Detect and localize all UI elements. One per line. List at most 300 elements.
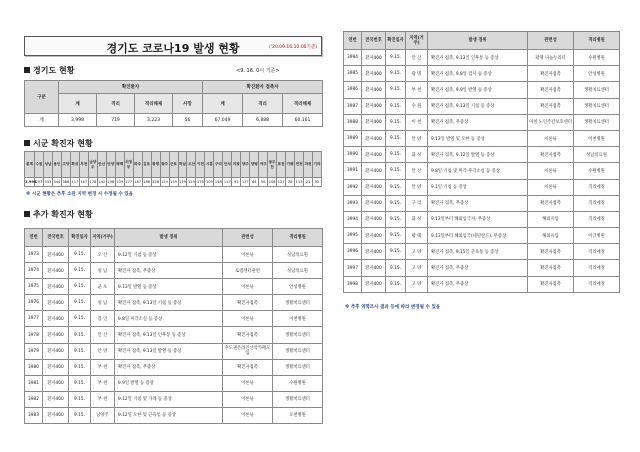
section-gyeonggi-label: 경기도 현황 bbox=[33, 66, 75, 75]
city-header-cell: 수원 bbox=[35, 152, 44, 178]
city-header-cell: 파주 bbox=[133, 152, 142, 178]
contacts-group-header: 확진환자 접촉자 bbox=[203, 81, 323, 94]
table-row bbox=[344, 244, 620, 260]
case-cell: 9.15. bbox=[386, 147, 406, 163]
case-cell: 생활치료센터 bbox=[574, 82, 620, 98]
status-value-cell: 60,161 bbox=[283, 114, 323, 127]
case-column-header: 연번 bbox=[344, 32, 362, 50]
case-cell: 9.15. bbox=[386, 114, 406, 130]
case-cell: 확진자접촉 bbox=[528, 98, 574, 114]
case-cell: 이론류 bbox=[223, 311, 273, 327]
status-value-cell: 3,223 bbox=[135, 114, 173, 127]
city-header-cell: 고양 bbox=[61, 152, 70, 178]
status-sub-header: 사망 bbox=[173, 94, 203, 114]
case-cell: 격리예정 bbox=[574, 244, 620, 260]
case-cell: 환자400 bbox=[43, 359, 69, 375]
case-cell: 9.15. bbox=[69, 247, 91, 263]
case-cell: 해외유입 bbox=[528, 228, 574, 244]
case-cell: 고 양 bbox=[406, 260, 428, 276]
city-header-cell: 여주 bbox=[259, 152, 268, 178]
table-row bbox=[25, 391, 323, 407]
case-cell: 확진자 접촉, 9.13일 기침 등 증상 bbox=[428, 98, 528, 114]
city-header-cell: 광주 bbox=[160, 152, 169, 178]
case-cell: 이글병원 bbox=[574, 228, 620, 244]
case-cell: 환자400 bbox=[43, 263, 69, 279]
case-cell: 9.15. bbox=[386, 50, 406, 66]
city-header-cell: 오산 bbox=[187, 152, 196, 178]
table-row bbox=[25, 407, 323, 423]
table-row bbox=[344, 228, 620, 244]
case-cell: 구 리 bbox=[406, 195, 428, 211]
case-cell: 격리예정 bbox=[574, 179, 620, 195]
case-cell: 환자400 bbox=[362, 130, 386, 146]
case-column-header: 전국번호 bbox=[43, 229, 69, 247]
case-cell: 9.15. bbox=[386, 82, 406, 98]
city-value-cell: 56 bbox=[259, 178, 268, 187]
city-header-cell: 안양 bbox=[106, 152, 115, 178]
case-cell: 3986 bbox=[344, 82, 362, 98]
case-cell: 확진자 접촉, 무증상 bbox=[428, 195, 528, 211]
city-value-cell: 28 bbox=[286, 178, 295, 187]
case-cell: 9.15. bbox=[386, 66, 406, 82]
square-bullet-icon bbox=[24, 67, 30, 73]
city-value-cell: 177 bbox=[124, 178, 133, 187]
case-cell: 해외유입 bbox=[528, 211, 574, 227]
case-cell: 성남의료원 bbox=[273, 263, 323, 279]
case-cell: 3993 bbox=[344, 195, 362, 211]
case-cell: 3987 bbox=[344, 98, 362, 114]
case-cell: 환자400 bbox=[362, 50, 386, 66]
gyeonggi-status-table bbox=[24, 80, 323, 127]
case-cell: 안 산 bbox=[406, 50, 428, 66]
city-value-cell: 92 bbox=[313, 178, 322, 187]
case-cell: 환자400 bbox=[362, 179, 386, 195]
case-column-header: 전국번호 bbox=[362, 32, 386, 50]
case-cell: 3983 bbox=[25, 407, 43, 423]
case-cell: 성남의료원 bbox=[273, 247, 323, 263]
city-value-cell: 176 bbox=[196, 178, 205, 187]
case-cell: 3975 bbox=[25, 279, 43, 295]
city-header-cell: 기타 bbox=[313, 152, 322, 178]
case-cell: 부 천 bbox=[91, 391, 115, 407]
case-cell: 확진자 접촉, 9.13일 발열 등 증상 bbox=[115, 343, 223, 359]
city-value-cell: 109 bbox=[115, 178, 124, 187]
case-cell: 안 양 bbox=[406, 179, 428, 195]
city-value-cell: 178 bbox=[88, 178, 97, 187]
table-row bbox=[25, 279, 323, 295]
table-row bbox=[344, 50, 620, 66]
case-cell: 확진자 접촉, 무증상 bbox=[428, 114, 528, 130]
city-value-cell: 127 bbox=[241, 178, 250, 187]
case-cell: 3978 bbox=[25, 327, 43, 343]
case-cell: 환자400 bbox=[362, 114, 386, 130]
case-cell: 3988 bbox=[344, 114, 362, 130]
city-header-cell: 양주 bbox=[241, 152, 250, 178]
case-cell: 광 명 bbox=[406, 66, 428, 82]
as-of-label: <9. 16. 0시 기준> bbox=[236, 68, 280, 74]
section-gyeonggi-heading bbox=[24, 65, 74, 76]
case-column-header: 관련성 bbox=[223, 229, 273, 247]
city-value-cell: 179 bbox=[178, 178, 187, 187]
table-row bbox=[344, 114, 620, 130]
case-cell: 환자400 bbox=[43, 407, 69, 423]
case-cell: 3998 bbox=[344, 276, 362, 292]
city-status-table bbox=[24, 151, 322, 187]
status-value-cell: 719 bbox=[97, 114, 135, 127]
case-cell: 환자400 bbox=[43, 279, 69, 295]
case-cell: 환자400 bbox=[362, 195, 386, 211]
case-cell: 3979 bbox=[25, 343, 43, 359]
case-cell: 3976 bbox=[25, 295, 43, 311]
case-cell: 고 양 bbox=[406, 244, 428, 260]
case-cell: 9.13일 발열 등 증상 bbox=[115, 279, 223, 295]
city-header-cell: 평택 bbox=[115, 152, 124, 178]
case-cell: 9.15. bbox=[386, 260, 406, 276]
case-column-header: 연번 bbox=[25, 229, 43, 247]
city-value-cell: 108 bbox=[268, 178, 277, 187]
table-row bbox=[25, 343, 323, 359]
case-cell: 로뎀센터관련 bbox=[223, 263, 273, 279]
case-column-header: 확진일자 bbox=[386, 32, 406, 50]
case-cell: 확진자접촉 bbox=[223, 327, 273, 343]
case-cell: 9.15. bbox=[69, 391, 91, 407]
table-row bbox=[344, 130, 620, 146]
case-cell: 격리예정 bbox=[574, 211, 620, 227]
case-cell: 안 양 bbox=[91, 343, 115, 359]
case-cell: 이론류 bbox=[528, 163, 574, 179]
case-cell: 9.12일 기침 및 가래 등 증상 bbox=[115, 391, 223, 407]
table-row bbox=[344, 82, 620, 98]
case-cell: 9.15. bbox=[69, 279, 91, 295]
case-cell: 환자400 bbox=[43, 247, 69, 263]
case-cell: 확진자접촉 bbox=[528, 82, 574, 98]
table-row bbox=[25, 375, 323, 391]
case-cell: 확진자 접촉, 9.13일 기침 등 증상 bbox=[115, 295, 223, 311]
city-header-cell: 안산 bbox=[97, 152, 106, 178]
case-cell: 화 성 bbox=[406, 147, 428, 163]
case-cell: 확진자 접촉, 무증상 bbox=[115, 359, 223, 375]
case-cell: 환자400 bbox=[362, 82, 386, 98]
table-row bbox=[344, 147, 620, 163]
case-cell: 생활치료센터 bbox=[273, 327, 323, 343]
table-row bbox=[344, 211, 620, 227]
section-added-label: 추가 확진자 현황 bbox=[33, 210, 93, 219]
case-cell: 이론류 bbox=[528, 179, 574, 195]
case-cell: 이천병원 bbox=[574, 130, 620, 146]
added-cases-table-right bbox=[343, 31, 620, 293]
case-cell: 확진자 접촉, 무증상 bbox=[428, 260, 528, 276]
case-cell: 환자400 bbox=[362, 163, 386, 179]
status-sub-header: 격리 bbox=[243, 94, 283, 114]
table-row bbox=[344, 66, 620, 82]
case-cell: 확진자 접촉, 무증상 bbox=[428, 276, 528, 292]
table-row bbox=[344, 163, 620, 179]
case-cell: 확진자접촉 bbox=[528, 244, 574, 260]
case-column-header: 지역(거주) bbox=[406, 32, 428, 50]
status-sub-header: 격리해제 bbox=[283, 94, 323, 114]
square-bullet-icon bbox=[24, 211, 30, 217]
case-cell: 수원병원 bbox=[574, 50, 620, 66]
city-header-cell: 성남 bbox=[43, 152, 52, 178]
case-cell: 안성병원 bbox=[273, 279, 323, 295]
city-header-cell: 과천 bbox=[304, 152, 313, 178]
case-cell: 3992 bbox=[344, 179, 362, 195]
case-cell: 이론류 bbox=[223, 407, 273, 423]
case-cell: 생활치료센터 bbox=[273, 295, 323, 311]
city-header-cell: 남양주 bbox=[88, 152, 97, 178]
case-cell: 생활치료센터 bbox=[273, 343, 323, 359]
case-cell: 확진자접촉 bbox=[528, 195, 574, 211]
city-note: ※ 시군 현황은 추후 소관 지역 변경 시 수정될 수 있음 bbox=[26, 192, 133, 197]
case-cell: 9.15. bbox=[386, 244, 406, 260]
group-header: 구분 bbox=[25, 81, 59, 114]
square-bullet-icon bbox=[24, 140, 30, 146]
case-cell: 남양주 bbox=[91, 407, 115, 423]
case-cell: 이론류 bbox=[223, 391, 273, 407]
city-value-cell: 142 bbox=[97, 178, 106, 187]
case-cell: 격리예정 bbox=[574, 195, 620, 211]
case-cell: 3980 bbox=[25, 359, 43, 375]
case-cell: 안성병원 bbox=[574, 66, 620, 82]
case-cell: 9.15. bbox=[69, 311, 91, 327]
case-cell: 9.15. bbox=[69, 343, 91, 359]
status-sub-header: 계 bbox=[59, 94, 97, 114]
city-header-cell: 의정부 bbox=[124, 152, 133, 178]
case-cell: 9.15. bbox=[386, 163, 406, 179]
case-cell: 확진자 접촉, 9.15일 근육통 등 증상 bbox=[428, 244, 528, 260]
case-cell: 3973 bbox=[25, 247, 43, 263]
city-header-cell: 시흥 bbox=[205, 152, 214, 178]
case-column-header: 발생 경위 bbox=[428, 32, 528, 50]
case-cell: 환자400 bbox=[43, 343, 69, 359]
table-row bbox=[25, 327, 323, 343]
case-cell: 안 양 bbox=[406, 130, 428, 146]
case-cell: 9.13일 발열 및 오한 등 증상 bbox=[428, 130, 528, 146]
case-cell: 3984 bbox=[344, 50, 362, 66]
case-cell: 환자400 bbox=[43, 311, 69, 327]
status-value-cell: 67,049 bbox=[203, 114, 243, 127]
case-cell: 9.15. bbox=[386, 98, 406, 114]
city-value-cell: 148 bbox=[214, 178, 223, 187]
city-value-cell: 159 bbox=[169, 178, 178, 187]
page-title: 경기도 코로나19 발생 현황 bbox=[106, 42, 240, 55]
section-city-heading bbox=[24, 138, 93, 149]
case-cell: 9.15. bbox=[386, 179, 406, 195]
case-cell: 이론류 bbox=[528, 130, 574, 146]
city-total-header: 총계 bbox=[25, 152, 35, 178]
case-cell: 안 산 bbox=[406, 163, 428, 179]
city-header-cell: 포천 bbox=[277, 152, 286, 178]
status-sub-header: 격리 bbox=[97, 94, 135, 114]
case-cell: 수도권온라인산악카페모임 bbox=[223, 343, 273, 359]
case-cell: 생활치료센터 bbox=[574, 114, 620, 130]
case-cell: 9.15. bbox=[386, 130, 406, 146]
case-cell: 화 성 bbox=[406, 211, 428, 227]
case-column-header: 지역(거주) bbox=[91, 229, 115, 247]
table-row bbox=[344, 98, 620, 114]
case-cell: 안 산 bbox=[91, 327, 115, 343]
title-box bbox=[24, 36, 322, 56]
city-value-cell: 187 bbox=[133, 178, 142, 187]
date-badge: ('20.09.16.10:00기준) bbox=[269, 45, 317, 50]
city-header-cell: 동두천 bbox=[268, 152, 277, 178]
table-row bbox=[25, 359, 323, 375]
case-cell: 9.12일 기침 등 증상 bbox=[115, 247, 223, 263]
city-value-cell: 344 bbox=[52, 178, 61, 187]
city-header-cell: 가평 bbox=[286, 152, 295, 178]
case-cell: 3995 bbox=[344, 228, 362, 244]
case-cell: 확진자접촉 bbox=[528, 260, 574, 276]
city-value-cell: 92 bbox=[232, 178, 241, 187]
city-value-cell: 186 bbox=[142, 178, 151, 187]
section-city-label: 시군 확진자 현황 bbox=[33, 139, 93, 148]
case-cell: 확진자 접촉, 9.13일 인후통 등 증상 bbox=[428, 50, 528, 66]
case-cell: 군 포 bbox=[91, 279, 115, 295]
case-cell: 9.15. bbox=[386, 228, 406, 244]
case-cell: 환자400 bbox=[362, 244, 386, 260]
case-cell: 환자400 bbox=[43, 327, 69, 343]
table-row bbox=[25, 247, 323, 263]
case-column-header: 격리병원 bbox=[574, 32, 620, 50]
case-cell: 9.15. bbox=[386, 195, 406, 211]
table-row bbox=[344, 260, 620, 276]
case-column-header: 확진일자 bbox=[69, 229, 91, 247]
city-value-cell: 128 bbox=[151, 178, 160, 187]
case-cell: 확진자 접촉, 9.12일 발열 등 증상 bbox=[428, 147, 528, 163]
city-header-cell: 용인 bbox=[52, 152, 61, 178]
case-cell: 수원병원 bbox=[574, 163, 620, 179]
table-row bbox=[25, 295, 323, 311]
case-cell: 오 산 bbox=[91, 247, 115, 263]
case-cell: 이론류 bbox=[223, 247, 273, 263]
case-cell: 환자400 bbox=[43, 391, 69, 407]
case-cell: 생활치료센터 bbox=[273, 359, 323, 375]
status-value-cell: 56 bbox=[173, 114, 203, 127]
case-cell: 3996 bbox=[344, 244, 362, 260]
right-note: ※ 추후 역학조사 결과 등에 따라 변경될 수 있음 bbox=[345, 305, 441, 310]
case-cell: 환자400 bbox=[362, 98, 386, 114]
table-row bbox=[344, 195, 620, 211]
case-cell: 3997 bbox=[344, 260, 362, 276]
total-row-label: 계 bbox=[25, 114, 59, 127]
city-header-cell: 광명 bbox=[151, 152, 160, 178]
case-cell: 확진자 접촉, 무증상 bbox=[115, 263, 223, 279]
city-header-cell: 하남 bbox=[178, 152, 187, 178]
case-cell: 확진자접촉 bbox=[528, 66, 574, 82]
city-value-cell: 64 bbox=[250, 178, 259, 187]
case-cell: 격리예정 bbox=[574, 260, 620, 276]
case-cell: 9.12일 오한 및 근육통 등 증상 bbox=[115, 407, 223, 423]
city-header-cell: 김포 bbox=[142, 152, 151, 178]
status-sub-header: 격리해제 bbox=[135, 94, 173, 114]
case-cell: 환자400 bbox=[43, 295, 69, 311]
city-value-cell: 127 bbox=[277, 178, 286, 187]
case-cell: 성남의료원 bbox=[574, 147, 620, 163]
case-cell: 3974 bbox=[25, 263, 43, 279]
case-cell: 생활치료센터 bbox=[574, 98, 620, 114]
case-cell: 확진자 접촉, 9.13일 인후통 등 증상 bbox=[115, 327, 223, 343]
case-cell: 광명 나눔누리터 bbox=[528, 50, 574, 66]
case-cell: 이천 노인주간보호센터 bbox=[528, 114, 574, 130]
confirmed-group-header: 확진환자 bbox=[59, 81, 203, 94]
case-cell: 9.9일 발열 등 증상 bbox=[115, 375, 223, 391]
case-cell: 9.15. bbox=[386, 276, 406, 292]
table-row bbox=[25, 263, 323, 279]
city-value-cell: 105 bbox=[205, 178, 214, 187]
case-cell: 9.15. bbox=[386, 211, 406, 227]
city-value-cell: 129 bbox=[187, 178, 196, 187]
case-cell: 환자400 bbox=[43, 375, 69, 391]
case-cell: 부 천 bbox=[406, 82, 428, 98]
case-column-header: 발생 경위 bbox=[115, 229, 223, 247]
case-cell: 성 남 bbox=[91, 295, 115, 311]
case-cell: 9.13일부터 해외입국자, 무증상 bbox=[428, 211, 528, 227]
case-cell: 고 양 bbox=[406, 276, 428, 292]
status-value-cell: 6,888 bbox=[243, 114, 283, 127]
city-value-cell: 198 bbox=[106, 178, 115, 187]
city-value-cell: 253 bbox=[35, 178, 44, 187]
case-cell: 평 택 bbox=[406, 228, 428, 244]
case-cell: 3981 bbox=[25, 375, 43, 391]
case-cell: 9.15. bbox=[69, 295, 91, 311]
city-value-cell: 119 bbox=[160, 178, 169, 187]
case-cell: 3977 bbox=[25, 311, 43, 327]
city-header-cell: 이천 bbox=[196, 152, 205, 178]
case-cell: 확진자 접촉, 9.9일 발열 등 증상 bbox=[428, 82, 528, 98]
city-value-cell: 117 bbox=[223, 178, 232, 187]
case-cell: 생활치료센터 bbox=[273, 391, 323, 407]
case-cell: 환자400 bbox=[362, 211, 386, 227]
case-cell: 포천병원 bbox=[273, 407, 323, 423]
city-header-cell: 양평 bbox=[250, 152, 259, 178]
case-cell: 환자400 bbox=[362, 66, 386, 82]
table-row bbox=[344, 276, 620, 292]
case-cell: 수원병원 bbox=[273, 375, 323, 391]
case-cell: 수 원 bbox=[406, 98, 428, 114]
status-sub-header: 계 bbox=[203, 94, 243, 114]
case-cell: 이론류 bbox=[223, 279, 273, 295]
case-cell: 3990 bbox=[344, 147, 362, 163]
case-cell: 확진자접촉 bbox=[528, 276, 574, 292]
case-cell: 9.15. bbox=[69, 263, 91, 279]
added-cases-table-left bbox=[24, 228, 323, 424]
case-cell: 9.8일 기침 및 미각·후각소실 등 증상 bbox=[428, 163, 528, 179]
case-cell: 9.15. bbox=[69, 375, 91, 391]
case-column-header: 관련성 bbox=[528, 32, 574, 50]
case-cell: 이천병원 bbox=[273, 311, 323, 327]
case-cell: 3982 bbox=[25, 391, 43, 407]
city-header-cell: 군포 bbox=[169, 152, 178, 178]
case-column-header: 격리병원 bbox=[273, 229, 323, 247]
case-cell: 이 천 bbox=[406, 114, 428, 130]
city-value-cell: 167 bbox=[79, 178, 88, 187]
table-row bbox=[344, 179, 620, 195]
case-cell: 3985 bbox=[344, 66, 362, 82]
case-cell: 격리예정 bbox=[574, 276, 620, 292]
city-header-cell: 연천 bbox=[295, 152, 304, 178]
city-value-cell: 113 bbox=[295, 178, 304, 187]
city-value-cell: 333 bbox=[43, 178, 52, 187]
case-cell: 확진자접촉 bbox=[223, 359, 273, 375]
case-cell: 3989 bbox=[344, 130, 362, 146]
case-cell: 환자400 bbox=[362, 147, 386, 163]
case-cell: 환자400 bbox=[362, 276, 386, 292]
case-cell: 확진자접촉 bbox=[223, 295, 273, 311]
section-added-heading bbox=[24, 209, 93, 220]
case-cell: 9.1일 기침 등 증상 bbox=[428, 179, 528, 195]
case-cell: 3991 bbox=[344, 163, 362, 179]
case-cell: 확진자접촉 bbox=[528, 147, 574, 163]
